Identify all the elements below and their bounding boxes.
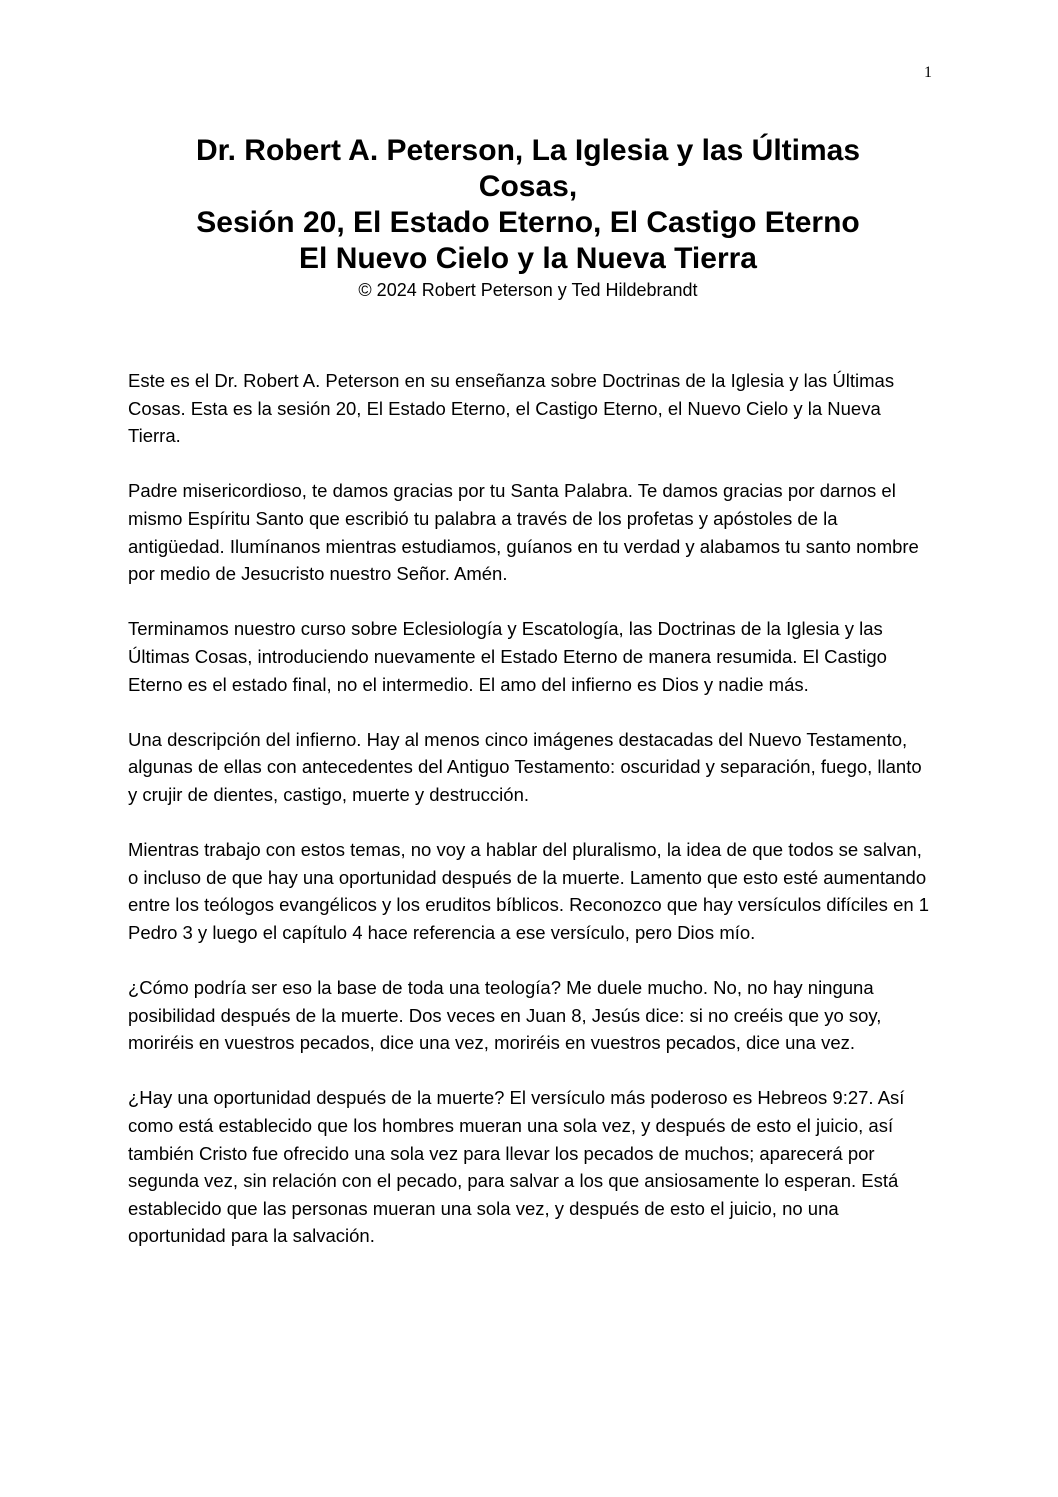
body-paragraph: Una descripción del infierno. Hay al menos cinco imágenes destacadas del Nuevo Testamento, algunas de ellas con antecedentes del Antiguo Testamento: oscuridad y separación, fuego, llanto y crujir de dientes, castigo, muerte y destrucción. (128, 728, 922, 805)
body-paragraph: ¿Cómo podría ser eso la base de toda una teología? Me duele mucho. No, no hay ninguna posibilidad después de la muerte. Dos veces en Juan 8, Jesús dice: si no creéis que yo soy, moriréis en vuestros pecados, dice una vez, moriréis en vuestros pecados, dice una vez. (128, 977, 882, 1054)
document-title-line: Sesión 20, El Estado Eterno, El Castigo Eterno (196, 206, 860, 239)
document-title-line: Cosas, (478, 170, 578, 203)
body-paragraph: Mientras trabajo con estos temas, no voy a hablar del pluralismo, la idea de que todos se salvan, o incluso de que hay una oportunidad después de la muerte. Lamento que esto esté aumentando entre los teólogos evangélicos y los eruditos bíblicos. Reconozco que hay versículos difíciles en 1 Pedro 3 y luego el capítulo 4 hace referencia a ese versículo, pero Dios mío. (128, 839, 930, 943)
document-body (128, 367, 934, 1278)
document-title-line: El Nuevo Cielo y la Nueva Tierra (299, 242, 757, 275)
document-header (128, 133, 928, 301)
body-paragraph: ¿Hay una oportunidad después de la muerte? El versículo más poderoso es Hebreos 9:27. Así como está establecido que los hombres mueran una sola vez, y después de esto el juicio, así también Cristo fue ofrecido una sola vez para llevar los pecados de muchos; aparecerá por segunda vez, sin relación con el pecado, para salvar a los que ansiosamente lo esperan. Está establecido que las personas mueran una sola vez, y después de esto el juicio, no una oportunidad para la salvación. (128, 1087, 905, 1247)
page-number: 1 (924, 64, 932, 81)
document-title-line: Dr. Robert A. Peterson, La Iglesia y las Últimas (195, 134, 861, 167)
body-paragraph: Este es el Dr. Robert A. Peterson en su enseñanza sobre Doctrinas de la Iglesia y las Últimas Cosas. Esta es la sesión 20, El Estado Eterno, el Castigo Eterno, el Nuevo Cielo y la Nueva Tierra. (128, 370, 895, 447)
body-paragraph: Padre misericordioso, te damos gracias por tu Santa Palabra. Te damos gracias por darnos el mismo Espíritu Santo que escribió tu palabra a través de los profetas y apóstoles de la antigüedad. Ilumínanos mientras estudiamos, guíanos en tu verdad y alabamos tu santo nombre por medio de Jesucristo nuestro Señor. Amén. (128, 480, 919, 585)
body-paragraph: Terminamos nuestro curso sobre Eclesiología y Escatología, las Doctrinas de la Iglesia y las Últimas Cosas, introduciendo nuevamente el Estado Eterno de manera resumida. El Castigo Eterno es el estado final, no el intermedio. El amo del infierno es Dios y nadie más. (128, 618, 887, 695)
copyright-notice: © 2024 Robert Peterson y Ted Hildebrandt (358, 280, 698, 300)
